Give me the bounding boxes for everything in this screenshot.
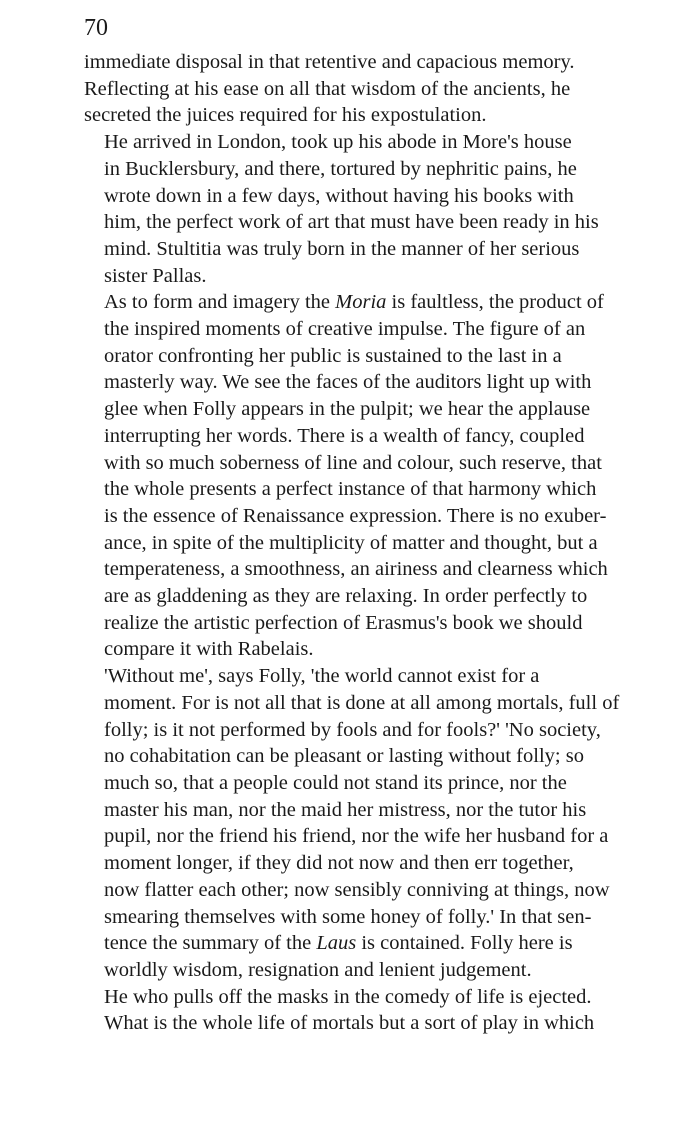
body-text: [84, 49, 641, 1037]
text-line: compare it with Rabelais.: [104, 638, 314, 661]
text-line: much so, that a people could not stand its prince, nor the: [104, 771, 567, 794]
text-line: He arrived in London, took up his abode in More's house: [104, 131, 572, 154]
text-line: What is the whole life of mortals but a sort of play in which: [104, 1012, 595, 1035]
page-number: 70: [84, 15, 108, 41]
text-line: ance, in spite of the multiplicity of matter and thought, but a: [104, 531, 598, 554]
text-line: him, the perfect work of art that must have been ready in his: [104, 211, 599, 234]
text-line: interrupting her words. There is a wealth of fancy, coupled: [104, 424, 585, 447]
text-line: the inspired moments of creative impulse. The figure of an: [104, 318, 586, 341]
text-line: He who pulls off the masks in the comedy of life is ejected.: [104, 985, 592, 1008]
text-line: smearing themselves with some honey of folly.' In that sen-: [104, 905, 592, 928]
text-line: with so much soberness of line and colour, such reserve, that: [104, 451, 602, 474]
text-line: now flatter each other; now sensibly conniving at things, now: [104, 878, 610, 901]
text-line: master his man, nor the maid her mistress, nor the tutor his: [104, 798, 587, 821]
paragraph-5: [84, 984, 641, 1037]
paragraph-3: [84, 289, 641, 663]
text-line: the whole presents a perfect instance of that harmony which: [104, 478, 597, 501]
text-line: mind. Stultitia was truly born in the manner of her serious: [104, 237, 580, 260]
paragraph-2: [84, 129, 641, 289]
paragraph-1: [84, 49, 641, 129]
text-line: realize the artistic perfection of Erasmus's book we should: [104, 611, 583, 634]
text-line: tence the summary of the Laus is contained. Folly here is: [104, 932, 573, 955]
text-line: temperateness, a smoothness, an airiness and clearness which: [104, 558, 608, 581]
text-line: secreted the juices required for his expostulation.: [84, 104, 487, 127]
text-line: masterly way. We see the faces of the auditors light up with: [104, 371, 592, 394]
text-line: folly; is it not performed by fools and for fools?' 'No society,: [104, 718, 601, 741]
paragraph-4: [84, 663, 641, 983]
text-line: glee when Folly appears in the pulpit; we hear the applause: [104, 398, 591, 421]
text-line: Reflecting at his ease on all that wisdom of the ancients, he: [84, 77, 571, 100]
text-line: sister Pallas.: [104, 264, 207, 287]
text-line: 'Without me', says Folly, 'the world cannot exist for a: [104, 665, 540, 688]
text-line: moment longer, if they did not now and then err together,: [104, 852, 574, 875]
text-line: are as gladdening as they are relaxing. In order perfectly to: [104, 585, 588, 608]
text-line: is the essence of Renaissance expression. There is no exuber-: [104, 504, 607, 527]
text-line: in Bucklersbury, and there, tortured by nephritic pains, he: [104, 157, 577, 180]
text-line: no cohabitation can be pleasant or lasting without folly; so: [104, 745, 584, 768]
text-line: pupil, nor the friend his friend, nor the wife her husband for a: [104, 825, 609, 848]
text-line: immediate disposal in that retentive and capacious memory.: [84, 51, 575, 73]
text-line: orator confronting her public is sustained to the last in a: [104, 344, 562, 367]
text-line: wrote down in a few days, without having his books with: [104, 184, 574, 207]
text-line: moment. For is not all that is done at all among mortals, full of: [104, 691, 620, 714]
text-line: As to form and imagery the Moria is faultless, the product of: [104, 291, 604, 314]
text-line: worldly wisdom, resignation and lenient judgement.: [104, 958, 532, 981]
